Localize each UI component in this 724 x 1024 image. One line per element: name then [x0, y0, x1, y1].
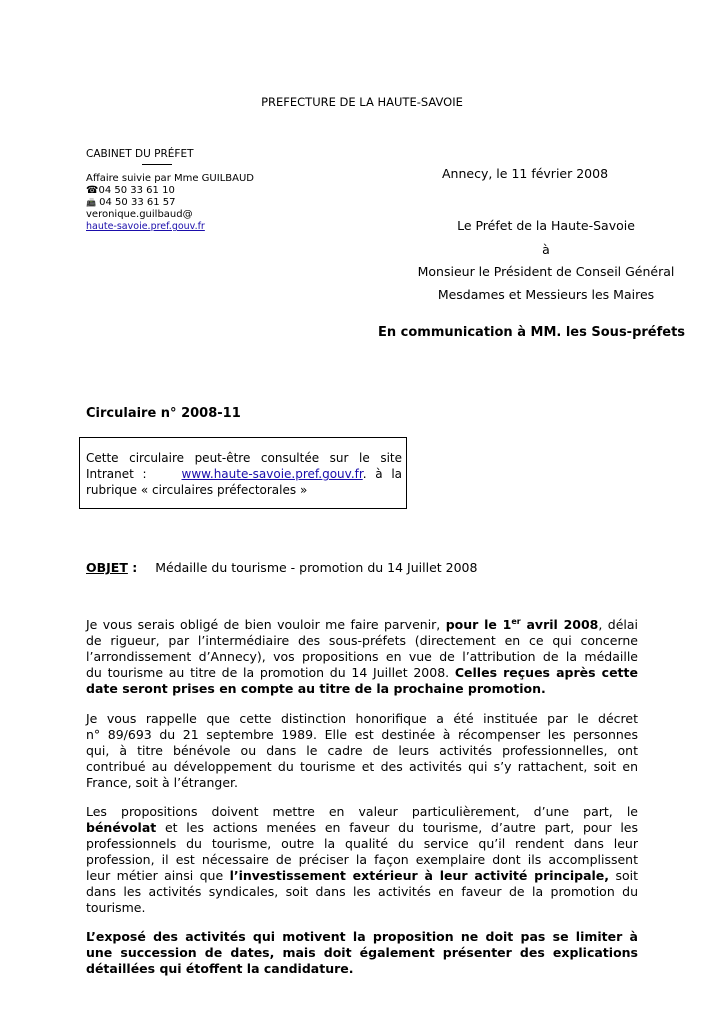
- notice-line: Intranet : www.haute-savoie.pref.gouv.fr. à la: [86, 467, 403, 481]
- paragraph-line: leur métier ainsi que l’investissement extérieur à leur activité principale, soit: [86, 868, 638, 883]
- paragraph-line: une succession de dates, mais doit également présenter des explications: [86, 945, 638, 960]
- paragraph-1: [86, 617, 638, 697]
- paragraph-line: Je vous rappelle que cette distinction honorifique a été instituée par le décret: [86, 711, 638, 726]
- sender-info: [86, 148, 254, 233]
- paragraph-line: professionnels du tourisme, outre la qualité du service qu’il rendent dans leur: [86, 836, 638, 851]
- paragraph-line: tourisme.: [86, 900, 146, 915]
- objet-text: Médaille du tourisme - promotion du 14 Juillet 2008: [155, 560, 478, 575]
- paragraph-line: détaillées qui étoffent la candidature.: [86, 961, 354, 976]
- circulaire-number: Circulaire n° 2008-11: [86, 406, 241, 421]
- cabinet-label: CABINET DU PRÉFET: [86, 148, 194, 160]
- phone-icon: ☎: [86, 185, 99, 196]
- paragraph-line: profession, il est nécessaire de préciser la façon exemplaire dont ils accomplissent: [86, 852, 638, 867]
- paragraph-3: [86, 804, 638, 916]
- paragraph-line: l’arrondissement d’Annecy), vos propositions en vue de l’attribution de la médaille: [86, 649, 638, 664]
- divider: [142, 164, 172, 165]
- affaire-suivie: Affaire suivie par Mme GUILBAUD: [86, 173, 254, 184]
- recipient-maires: Mesdames et Messieurs les Maires: [437, 287, 655, 302]
- intranet-link[interactable]: www.haute-savoie.pref.gouv.fr: [181, 467, 363, 481]
- paragraph-line: Les propositions doivent mettre en valeur particulièrement, d’une part, le: [86, 804, 638, 819]
- paragraph-line: dans les activités syndicales, soit dans les activités en faveur de la promotion du: [86, 884, 638, 899]
- paragraph-line: Je vous serais obligé de bien vouloir me faire parvenir, pour le 1er avril 2008, délai: [86, 616, 639, 632]
- paragraph-4: [86, 929, 638, 977]
- prefecture-header: PREFECTURE DE LA HAUTE-SAVOIE: [261, 95, 463, 109]
- fax-number: 04 50 33 61 57: [99, 197, 176, 208]
- intranet-notice-box: [79, 437, 407, 509]
- objet-line: OBJET : Médaille du tourisme - promotion du 14 Juillet 2008: [86, 560, 478, 575]
- paragraph-2: [86, 711, 638, 791]
- email-domain-link[interactable]: haute-savoie.pref.gouv.fr: [86, 221, 205, 232]
- objet-label: OBJET: [86, 560, 128, 575]
- phone-number: 04 50 33 61 10: [98, 185, 175, 196]
- paragraph-line: France, soit à l’étranger.: [86, 775, 239, 790]
- email-user: veronique.guilbaud@: [86, 209, 193, 220]
- paragraph-line: de rigueur, par l’intermédiaire des sous-préfets (directement en ce qui concerne: [86, 633, 638, 648]
- notice-line: Cette circulaire peut-être consultée sur le site: [86, 451, 402, 465]
- paragraph-line: L’exposé des activités qui motivent la proposition ne doit pas se limiter à: [86, 929, 638, 944]
- to-word: à: [542, 242, 550, 257]
- fax-icon: 📠: [86, 198, 96, 207]
- date-line: Annecy, le 11 février 2008: [442, 166, 609, 181]
- sender-title: Le Préfet de la Haute-Savoie: [457, 218, 635, 233]
- paragraph-line: qui, à titre bénévole ou dans le cadre de leurs activités professionnelles, ont: [86, 743, 638, 758]
- paragraph-line: du tourisme au titre de la promotion du 14 Juillet 2008. Celles reçues après cette: [86, 665, 638, 680]
- paragraph-line: n° 89/693 du 21 septembre 1989. Elle est destinée à récompenser les personnes: [86, 727, 638, 742]
- paragraph-line: bénévolat et les actions menées en faveur du tourisme, d’autre part, pour les: [86, 820, 638, 835]
- communication-line: En communication à MM. les Sous-préfets: [378, 325, 686, 340]
- paragraph-line: date seront prises en compte au titre de la prochaine promotion.: [86, 681, 546, 696]
- recipient-president: Monsieur le Président de Conseil Général: [417, 264, 675, 279]
- notice-line: rubrique « circulaires préfectorales »: [86, 483, 308, 497]
- paragraph-line: contribué au développement du tourisme et des activités qui s’y rattachent, soit en: [86, 759, 638, 774]
